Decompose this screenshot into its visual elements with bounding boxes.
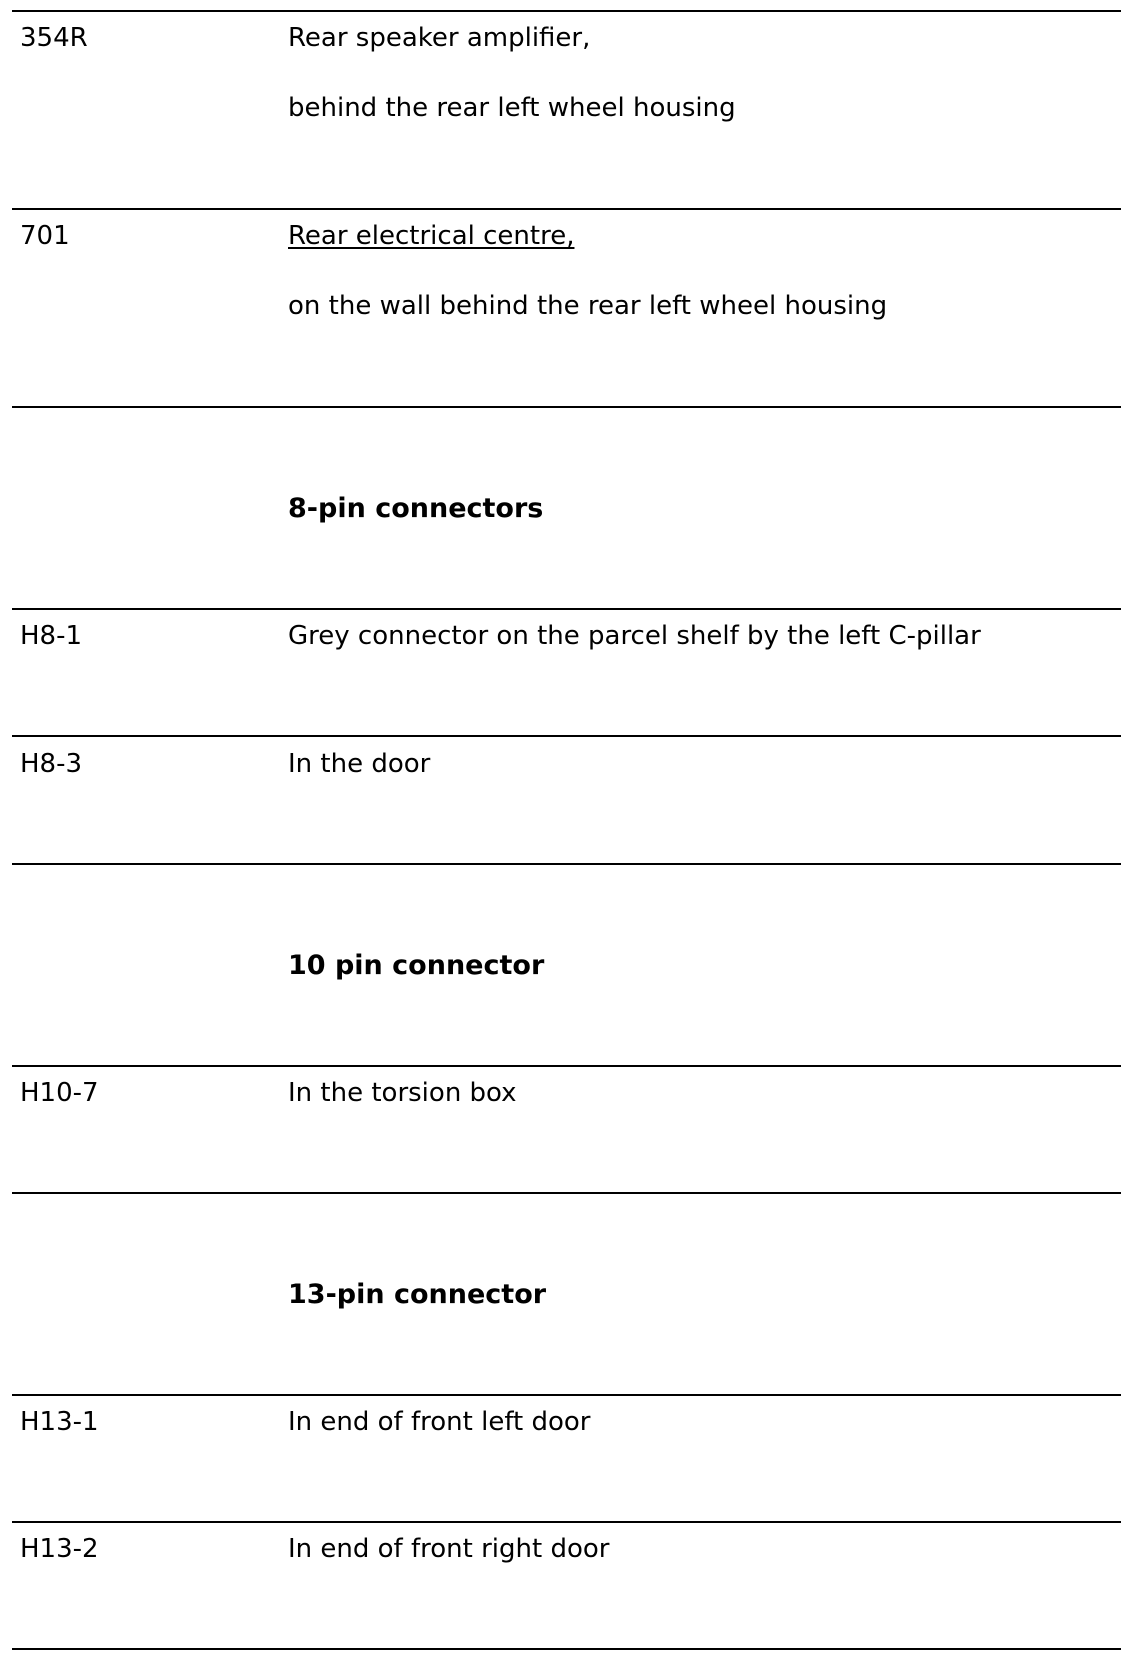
table-rule — [12, 406, 1121, 408]
connector-code: H8-1 — [20, 621, 83, 651]
table-rule — [12, 208, 1121, 210]
connector-code: H10-7 — [20, 1078, 99, 1108]
table-rule — [12, 1192, 1121, 1194]
connector-code: H13-1 — [20, 1407, 99, 1437]
table-rule — [12, 1394, 1121, 1396]
section-heading: 10 pin connector — [288, 950, 545, 981]
table-rule — [12, 608, 1121, 610]
connector-location: In end of front left door — [288, 1407, 591, 1437]
connector-location: Grey connector on the parcel shelf by the left C-pillar — [288, 621, 981, 651]
component-description: Rear speaker amplifier, — [288, 23, 591, 53]
table-rule — [12, 735, 1121, 737]
table-rule — [12, 1065, 1121, 1067]
component-location: behind the rear left wheel housing — [288, 93, 736, 123]
connector-code: H8-3 — [20, 749, 83, 779]
component-code: 701 — [20, 221, 70, 251]
table-rule — [12, 1648, 1121, 1650]
connector-code: H13-2 — [20, 1534, 99, 1564]
table-rule — [12, 10, 1121, 12]
connector-location: In the door — [288, 749, 431, 779]
table-rule — [12, 863, 1121, 865]
section-heading: 13-pin connector — [288, 1279, 547, 1310]
component-code: 354R — [20, 23, 88, 53]
table-rule — [12, 1521, 1121, 1523]
connector-location: In the torsion box — [288, 1078, 517, 1108]
section-heading: 8-pin connectors — [288, 493, 544, 524]
connector-location: In end of front right door — [288, 1534, 610, 1564]
component-location: on the wall behind the rear left wheel housing — [288, 291, 888, 321]
component-description: Rear electrical centre, — [288, 221, 575, 251]
